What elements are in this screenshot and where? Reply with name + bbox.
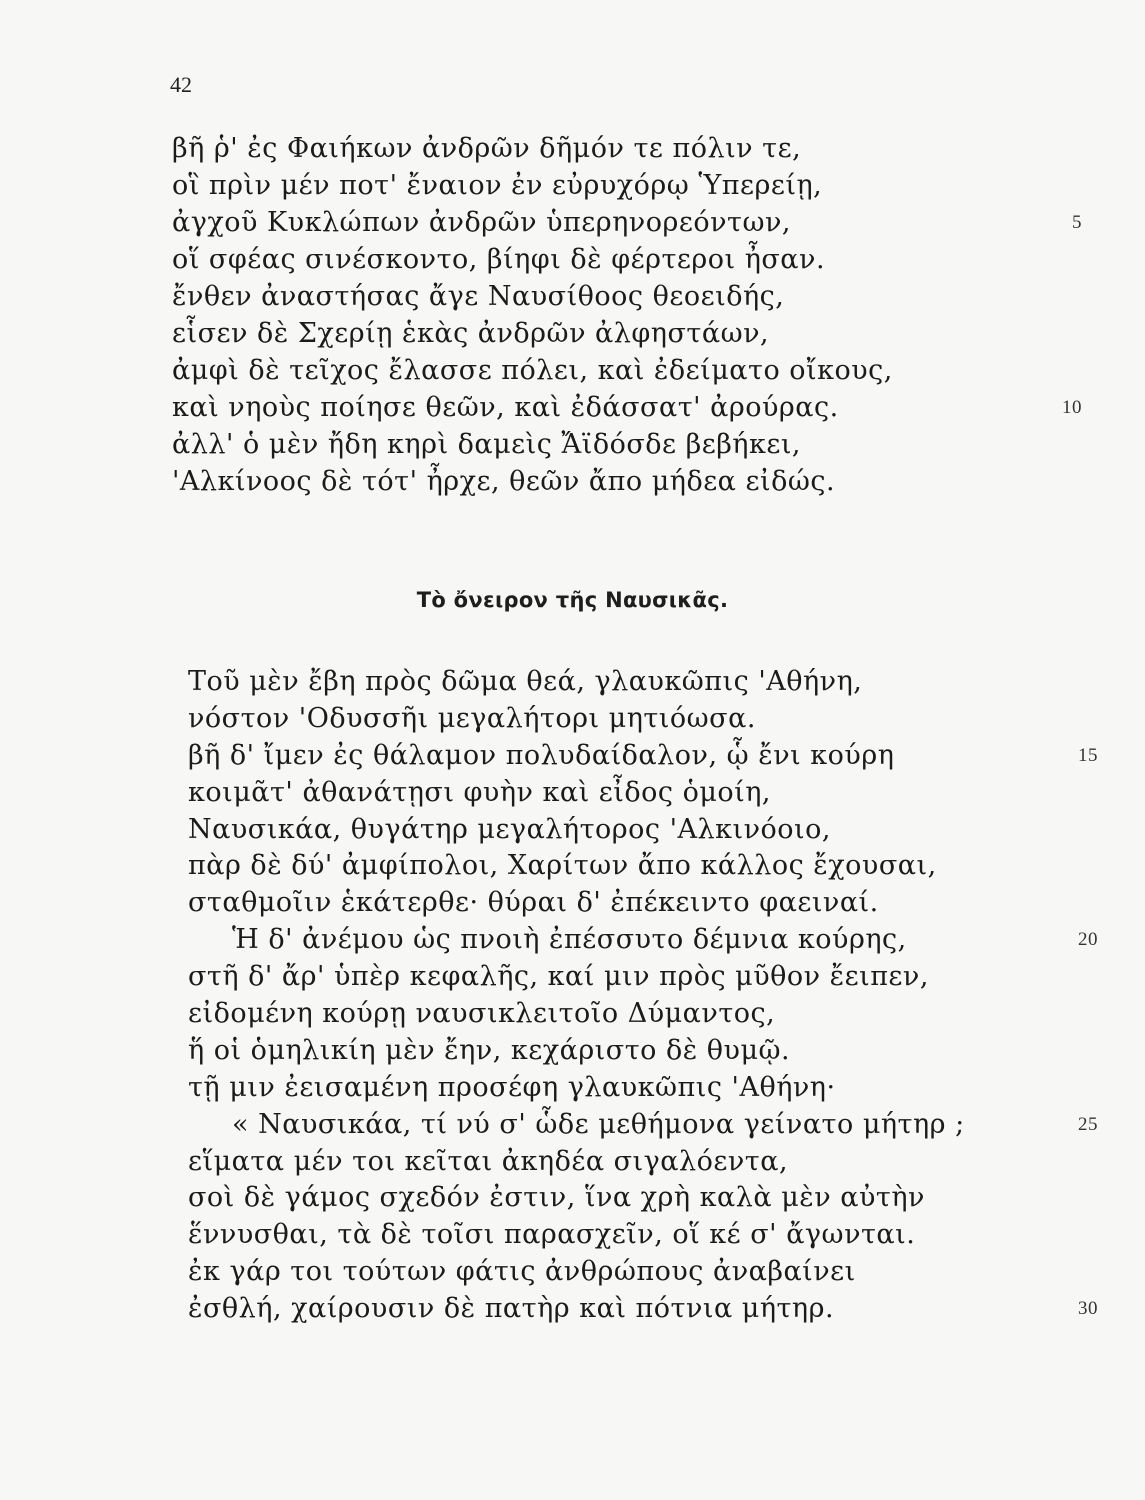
verse-text: οἳ πρὶν μέν ποτ' ἔναιον ἐν εὐρυχόρῳ Ὑπερείῃ, bbox=[172, 170, 823, 201]
verse-line bbox=[188, 1254, 1018, 1291]
verse-line bbox=[188, 775, 1018, 812]
verse-line bbox=[188, 1070, 1018, 1107]
verse-text: τῇ μιν ἐεισαμένη προσέφη γλαυκῶπις 'Αθήνη· bbox=[188, 1071, 836, 1103]
verse-text: νόστον 'Οδυσσῆι μεγαλήτορι μητιόωσα. bbox=[188, 702, 756, 734]
verse-line bbox=[172, 426, 1002, 463]
verse-line bbox=[172, 463, 1002, 500]
verse-line bbox=[188, 1144, 1018, 1181]
line-number: 20 bbox=[1078, 929, 1098, 951]
verse-text: ἀμφὶ δὲ τεῖχος ἔλασσε πόλει, καὶ ἐδείματο οἴκους, bbox=[172, 355, 893, 386]
verse-line bbox=[188, 1180, 1018, 1217]
verse-line bbox=[172, 389, 1082, 426]
verse-text: καὶ νηοὺς ποίησε θεῶν, καὶ ἐδάσσατ' ἀρούρας. bbox=[172, 392, 839, 423]
verse-line bbox=[188, 812, 1018, 849]
verse-text: βῆ δ' ἴμεν ἐς θάλαμον πολυδαίδαλον, ᾧ ἔνι κούρη bbox=[188, 739, 895, 771]
page-number: 42 bbox=[170, 72, 192, 97]
verse-line bbox=[188, 996, 1018, 1033]
verse-line bbox=[172, 315, 1002, 352]
line-number: 15 bbox=[1078, 744, 1098, 766]
verse-line bbox=[188, 848, 1018, 885]
verse-line bbox=[172, 204, 1082, 241]
verse-text: ἥ οἱ ὁμηλικίη μὲν ἔην, κεχάριστο δὲ θυμῷ. bbox=[188, 1034, 791, 1066]
verse-line bbox=[188, 885, 1018, 922]
line-number: 10 bbox=[1062, 397, 1082, 418]
verse-line bbox=[172, 167, 1002, 204]
second-passage bbox=[188, 664, 1098, 1328]
line-number: 5 bbox=[1072, 212, 1082, 233]
verse-text: ἐκ γάρ τοι τούτων φάτις ἀνθρώπους ἀναβαίνει bbox=[188, 1256, 856, 1288]
verse-text: Ναυσικάα, θυγάτηρ μεγαλήτορος 'Αλκινόοιο, bbox=[188, 813, 831, 845]
verse-line bbox=[188, 1291, 1098, 1328]
verse-line bbox=[188, 922, 1098, 959]
verse-text: Τοῦ μὲν ἔβη πρὸς δῶμα θεά, γλαυκῶπις 'Αθήνη, bbox=[188, 666, 863, 697]
verse-text: οἵ σφέας σινέσκοντο, βίηφι δὲ φέρτεροι ἦσαν. bbox=[172, 244, 826, 275]
line-number: 25 bbox=[1078, 1113, 1098, 1135]
verse-text: σοὶ δὲ γάμος σχεδόν ἐστιν, ἵνα χρὴ καλὰ μὲν αὐτὴν bbox=[188, 1182, 925, 1214]
verse-text: πὰρ δὲ δύ' ἀμφίπολοι, Χαρίτων ἄπο κάλλος ἔχουσαι, bbox=[188, 850, 937, 882]
verse-text: σταθμοῖιν ἑκάτερθε· θύραι δ' ἐπέκειντο φαειναί. bbox=[188, 887, 879, 919]
verse-text: ἀγχοῦ Κυκλώπων ἀνδρῶν ὑπερηνορεόντων, bbox=[172, 207, 791, 238]
first-passage bbox=[172, 130, 1082, 500]
verse-line bbox=[188, 664, 1018, 701]
verse-text: Ἡ δ' ἀνέμου ὡς πνοιὴ ἐπέσσυτο δέμνια κούρης, bbox=[232, 924, 907, 956]
line-number: 30 bbox=[1078, 1298, 1098, 1320]
verse-text: στῆ δ' ἄρ' ὑπὲρ κεφαλῆς, καί μιν πρὸς μῦθον ἔειπεν, bbox=[188, 961, 929, 993]
verse-text: ἔνθεν ἀναστήσας ἄγε Ναυσίθοος θεοειδής, bbox=[172, 281, 785, 312]
verse-line bbox=[188, 1217, 1018, 1254]
verse-text: εἵματα μέν τοι κεῖται ἀκηδέα σιγαλόεντα, bbox=[188, 1145, 789, 1177]
verse-text: ἐσθλή, χαίρουσιν δὲ πατὴρ καὶ πότνια μήτηρ. bbox=[188, 1293, 835, 1325]
verse-line bbox=[172, 278, 1002, 315]
verse-line bbox=[172, 352, 1002, 389]
verse-text: εἰδομένη κούρῃ ναυσικλειτοῖο Δύμαντος, bbox=[188, 998, 776, 1030]
verse-line bbox=[188, 701, 1018, 738]
verse-line bbox=[188, 1107, 1098, 1144]
section-heading: Τὸ ὄνειρον τῆς Ναυσικᾶς. bbox=[416, 588, 729, 612]
verse-text: ἕννυσθαι, τὰ δὲ τοῖσι παρασχεῖν, οἵ κέ σ' ἄγωνται. bbox=[188, 1219, 916, 1251]
verse-text: εἷσεν δὲ Σχερίῃ ἑκὰς ἀνδρῶν ἀλφηστάων, bbox=[172, 318, 770, 349]
verse-text: κοιμᾶτ' ἀθανάτῃσι φυὴν καὶ εἶδος ὁμοίη, bbox=[188, 776, 771, 808]
verse-line bbox=[188, 959, 1018, 996]
verse-line bbox=[172, 130, 1002, 167]
verse-text: « Ναυσικάα, τί νύ σ' ὧδε μεθήμονα γείνατο μήτηρ ; bbox=[232, 1108, 965, 1140]
verse-line bbox=[188, 738, 1098, 775]
verse-text: 'Αλκίνοος δὲ τότ' ἦρχε, θεῶν ἄπο μήδεα εἰδώς. bbox=[172, 466, 836, 497]
verse-text: βῆ ῥ' ἐς Φαιήκων ἀνδρῶν δῆμόν τε πόλιν τε, bbox=[172, 133, 802, 164]
verse-line bbox=[188, 1033, 1018, 1070]
verse-text: ἀλλ' ὁ μὲν ἤδη κηρὶ δαμεὶς Ἄϊδόσδε βεβήκει, bbox=[172, 429, 802, 460]
verse-line bbox=[172, 241, 1002, 278]
